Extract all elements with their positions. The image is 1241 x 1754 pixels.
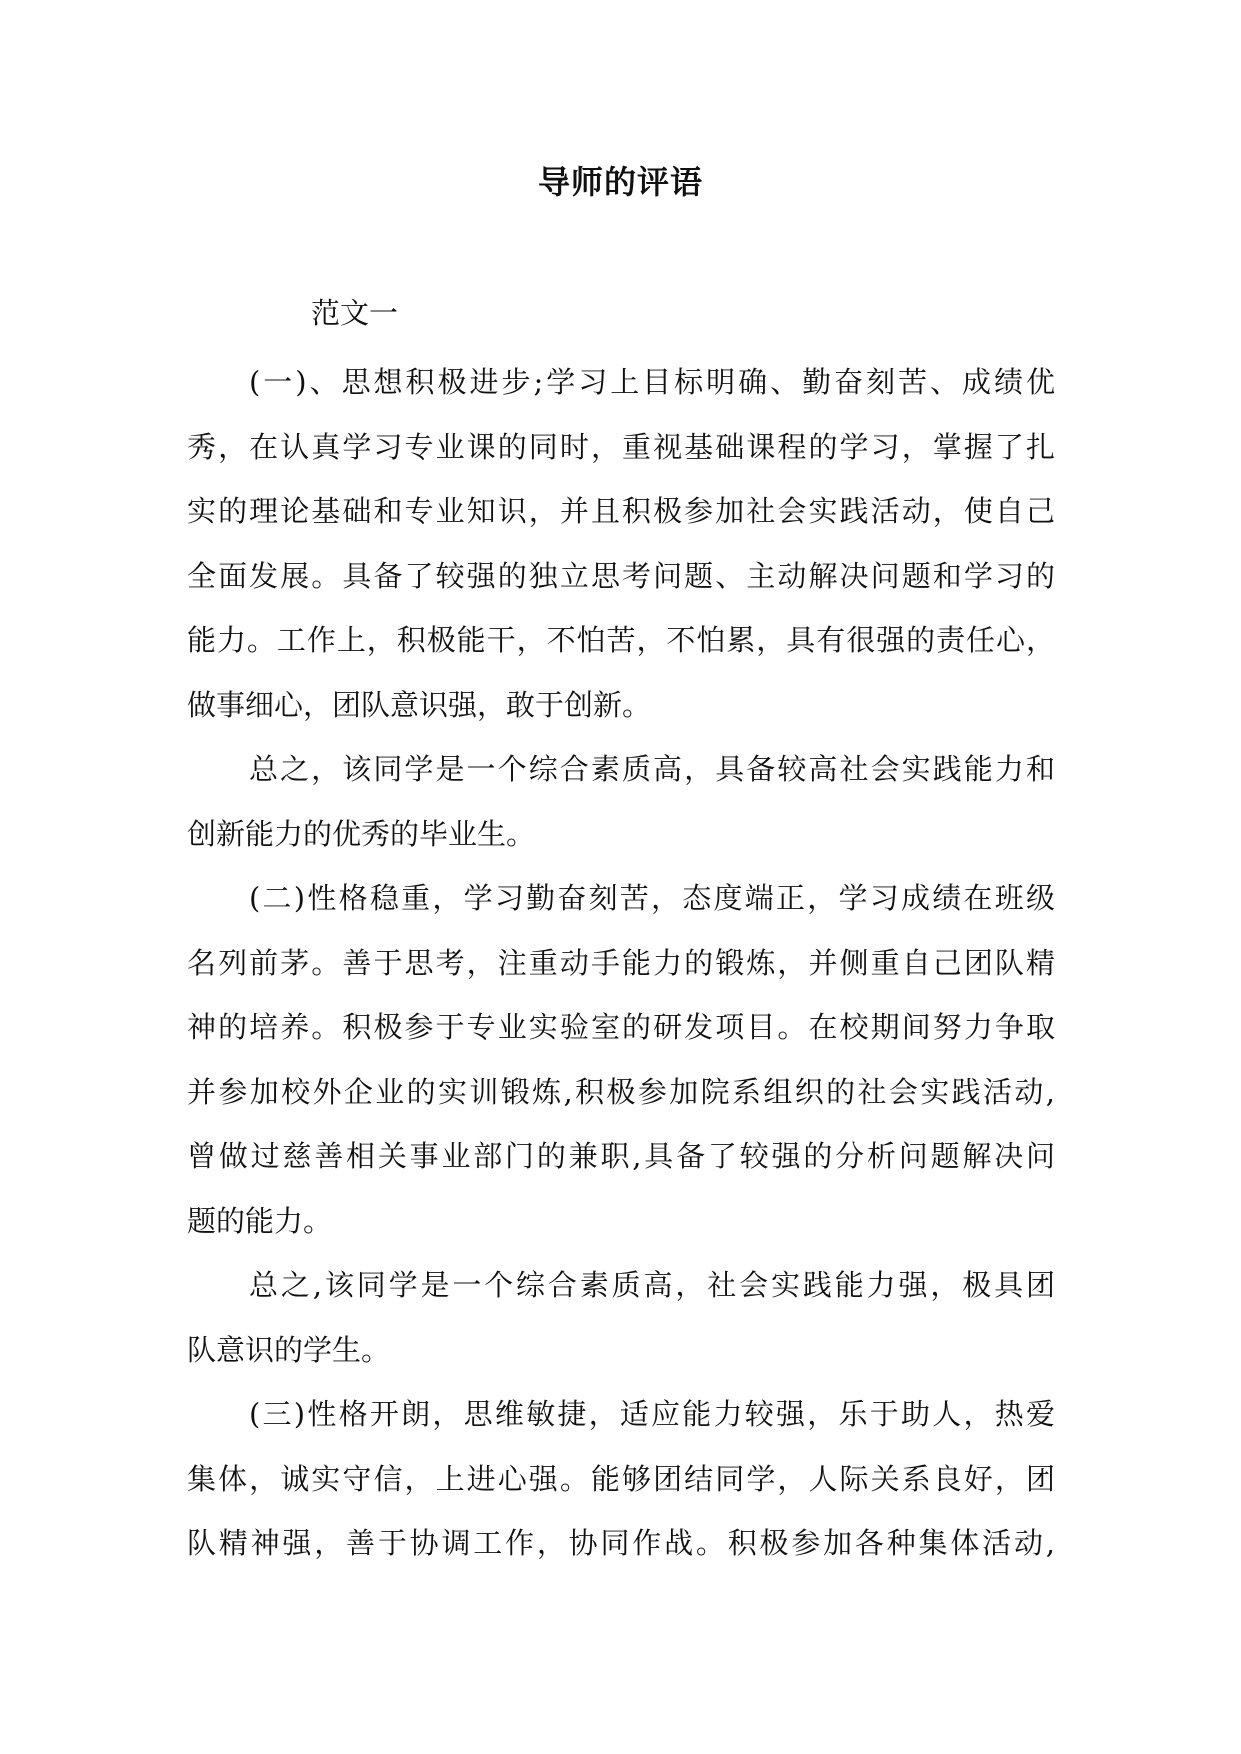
paragraph-line: 创新能力的优秀的毕业生。 [187,816,536,851]
paragraph-4 [187,1253,1055,1382]
paragraph-line: 能力。工作上，积极能干，不怕苦，不怕累，具有很强的责任心， [187,623,1055,657]
paragraph-line: 名列前茅。善于思考，注重动手能力的锻炼，并侧重自己团队精 [187,945,1055,980]
paragraph-line: (三)性格开朗，思维敏捷，适应能力较强，乐于助人，热爱 [249,1397,1055,1431]
paragraph-line: (一)、思想积极进步;学习上目标明确、勤奋刻苦、成绩优 [249,365,1055,399]
paragraph-line: 做事细心，团队意识强，敢于创新。 [187,687,652,722]
document-title: 导师的评语 [537,163,703,201]
paragraph-line: 队意识的学生。 [187,1332,391,1367]
paragraph-line: 全面发展。具备了较强的独立思考问题、主动解决问题和学习的 [187,558,1055,593]
paragraph-line: (二)性格稳重，学习勤奋刻苦，态度端正，学习成绩在班级 [249,881,1055,915]
paragraph-line: 题的能力。 [187,1203,333,1238]
paragraph-5 [187,1382,1055,1576]
paragraph-line: 总之，该同学是一个综合素质高，具备较高社会实践能力和 [249,752,1055,786]
document-body [187,350,1055,1576]
paragraph-line: 神的培养。积极参于专业实验室的研发项目。在校期间努力争取 [187,1010,1055,1044]
paragraph-1 [187,350,1055,737]
paragraph-line: 集体，诚实守信，上进心强。能够团结同学，人际关系良好，团 [187,1461,1055,1496]
paragraph-line: 总之,该同学是一个综合素质高，社会实践能力强，极具团 [249,1268,1055,1302]
paragraph-3 [187,866,1055,1253]
section-heading: 范文一 [311,296,399,330]
paragraph-line: 队精神强，善于协调工作，协同作战。积极参加各种集体活动, [187,1526,1055,1560]
paragraph-line: 实的理论基础和专业知识，并且积极参加社会实践活动，使自己 [187,494,1055,528]
paragraph-line: 并参加校外企业的实训锻炼,积极参加院系组织的社会实践活动, [187,1074,1055,1109]
paragraph-line: 秀，在认真学习专业课的同时，重视基础课程的学习，掌握了扎 [187,429,1055,464]
paragraph-line: 曾做过慈善相关事业部门的兼职,具备了较强的分析问题解决问 [187,1139,1055,1173]
paragraph-2 [187,737,1055,866]
